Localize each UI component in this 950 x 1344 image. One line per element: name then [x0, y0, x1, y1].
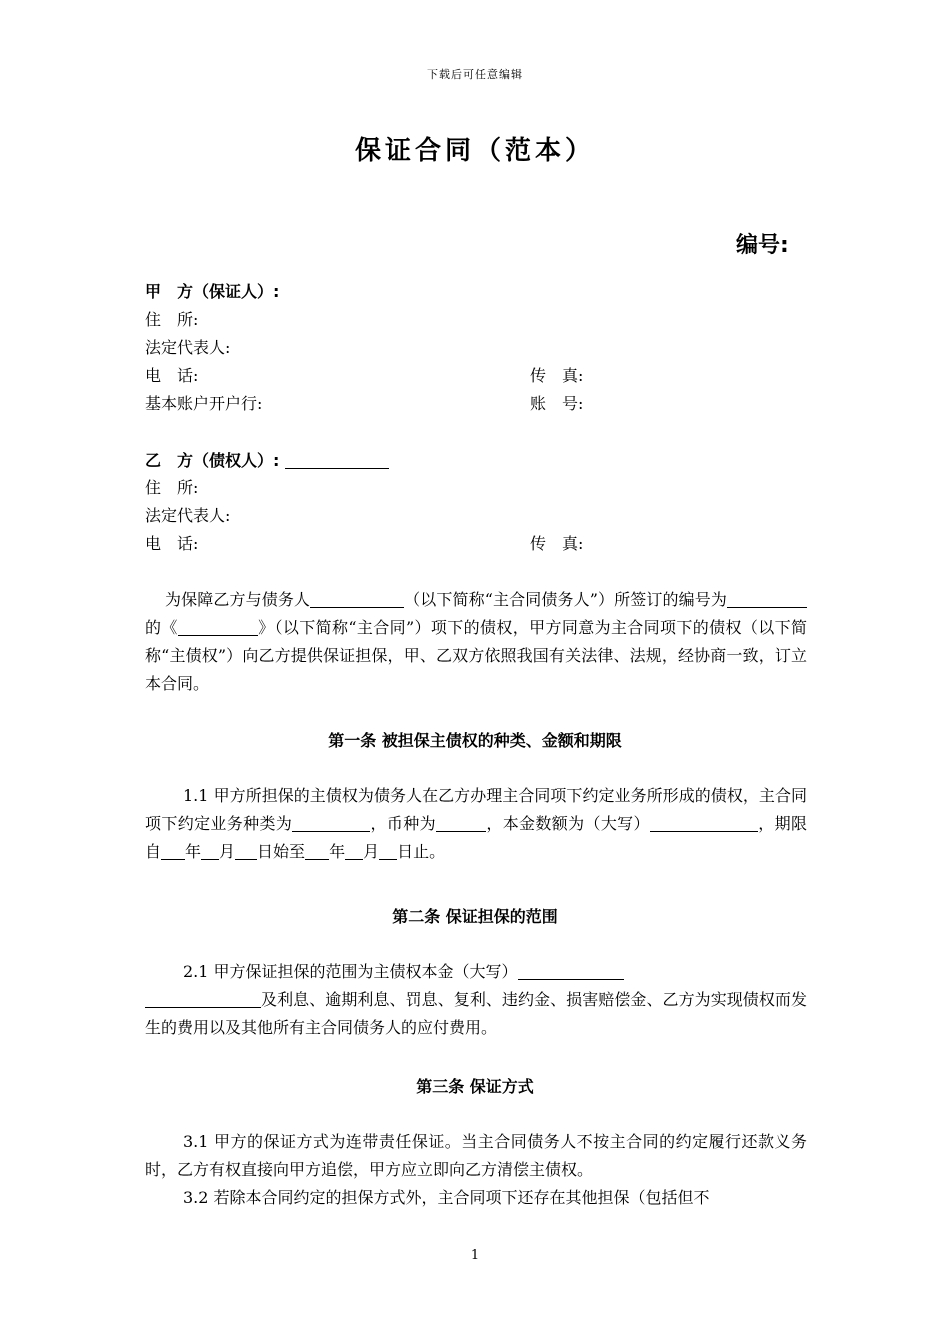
party-b-name-blank: [285, 450, 389, 469]
article-2-text-1: 2.1 甲方保证担保的范围为主债权本金（大写）: [183, 962, 518, 981]
article-3-heading: 第三条 保证方式: [416, 1077, 534, 1096]
preamble-text-1: 为保障乙方与债务人: [165, 590, 311, 609]
party-a-bank: 基本账户开户行:: [145, 394, 263, 413]
business-type-blank: [292, 813, 370, 832]
end-month-blank: [345, 841, 363, 860]
preamble-paragraph: [145, 586, 807, 698]
start-day-blank: [235, 841, 257, 860]
article-1-text-7: 日始至: [257, 842, 306, 861]
contract-number-blank: [727, 589, 807, 608]
page-number: 1: [470, 1248, 480, 1263]
article-1-heading: 第一条 被担保主债权的种类、金额和期限: [328, 731, 622, 750]
article-1-text-8: 年: [329, 842, 346, 861]
party-b-fax: 传 真:: [530, 534, 584, 553]
party-a-account: 账 号:: [530, 394, 584, 413]
preamble-text-4: 》（以下简称“主合同”）项下的债权，甲方同意为主合同项下的债权（以下简称“主债权”）向乙方提供保证担保，甲、乙双方依照我国有关法律、法规，经协商一致，订立本合同。: [145, 618, 807, 693]
document-title: 保证合同（范本）: [354, 136, 595, 166]
party-a-heading: 甲 方（保证人）:: [145, 282, 280, 301]
guarantee-amount-blank-1: [518, 961, 624, 980]
contract-name-blank: [178, 617, 258, 636]
article-2-text-2: 及利息、逾期利息、罚息、复利、违约金、损害赔偿金、乙方为实现债权而发生的费用以及其他所有主合同债务人的应付费用。: [145, 990, 807, 1037]
party-b-heading-line: [145, 450, 389, 471]
article-1-text-6: 月: [219, 842, 236, 861]
start-year-blank: [161, 841, 185, 860]
article-1-paragraph: [145, 782, 807, 866]
article-1-text-3: ，本金数额为（大写）: [485, 814, 650, 833]
debtor-blank: [310, 589, 404, 608]
article-1-text-9: 月: [363, 842, 380, 861]
article-1-text-10: 日止。: [397, 842, 446, 861]
article-2-paragraph: [145, 958, 807, 1042]
currency-blank: [436, 813, 486, 832]
party-a-address: 住 所:: [145, 310, 199, 329]
party-b-legal-rep: 法定代表人:: [145, 506, 231, 525]
page-header: 下载后可任意编辑: [427, 68, 523, 81]
guarantee-amount-blank-2: [145, 989, 261, 1008]
article-3-paragraph-2: 3.2 若除本合同约定的担保方式外，主合同项下还存在其他担保（包括但不: [183, 1188, 710, 1207]
article-2-heading: 第二条 保证担保的范围: [392, 907, 558, 926]
article-1-text-5: 年: [185, 842, 202, 861]
party-b-heading: 乙 方（债权人）:: [145, 451, 280, 470]
contract-number-label: 编号:: [736, 233, 789, 258]
preamble-text-2: （以下简称“主合同债务人”）所签订的编号为: [404, 590, 727, 609]
party-a-phone: 电 话:: [145, 366, 199, 385]
article-3-paragraph-1: 3.1 甲方的保证方式为连带责任保证。当主合同债务人不按主合同的约定履行还款义务时，乙方有权直接向甲方追偿，甲方应立即向乙方清偿主债权。: [145, 1132, 807, 1179]
start-month-blank: [201, 841, 219, 860]
end-year-blank: [305, 841, 329, 860]
party-b-address: 住 所:: [145, 478, 199, 497]
party-a-legal-rep: 法定代表人:: [145, 338, 231, 357]
party-a-fax: 传 真:: [530, 366, 584, 385]
article-1-text-4: ，期限自: [145, 814, 807, 861]
article-1-text-1: 1.1 甲方所担保的主债权为债务人在乙方办理主合同项下约定业务所形成的债权，主合同项下约定业务种类为: [145, 786, 807, 833]
end-day-blank: [379, 841, 397, 860]
preamble-text-3: 的《: [145, 618, 178, 637]
party-b-phone: 电 话:: [145, 534, 199, 553]
article-1-text-2: ，币种为: [370, 814, 436, 833]
principal-amount-blank: [650, 813, 758, 832]
